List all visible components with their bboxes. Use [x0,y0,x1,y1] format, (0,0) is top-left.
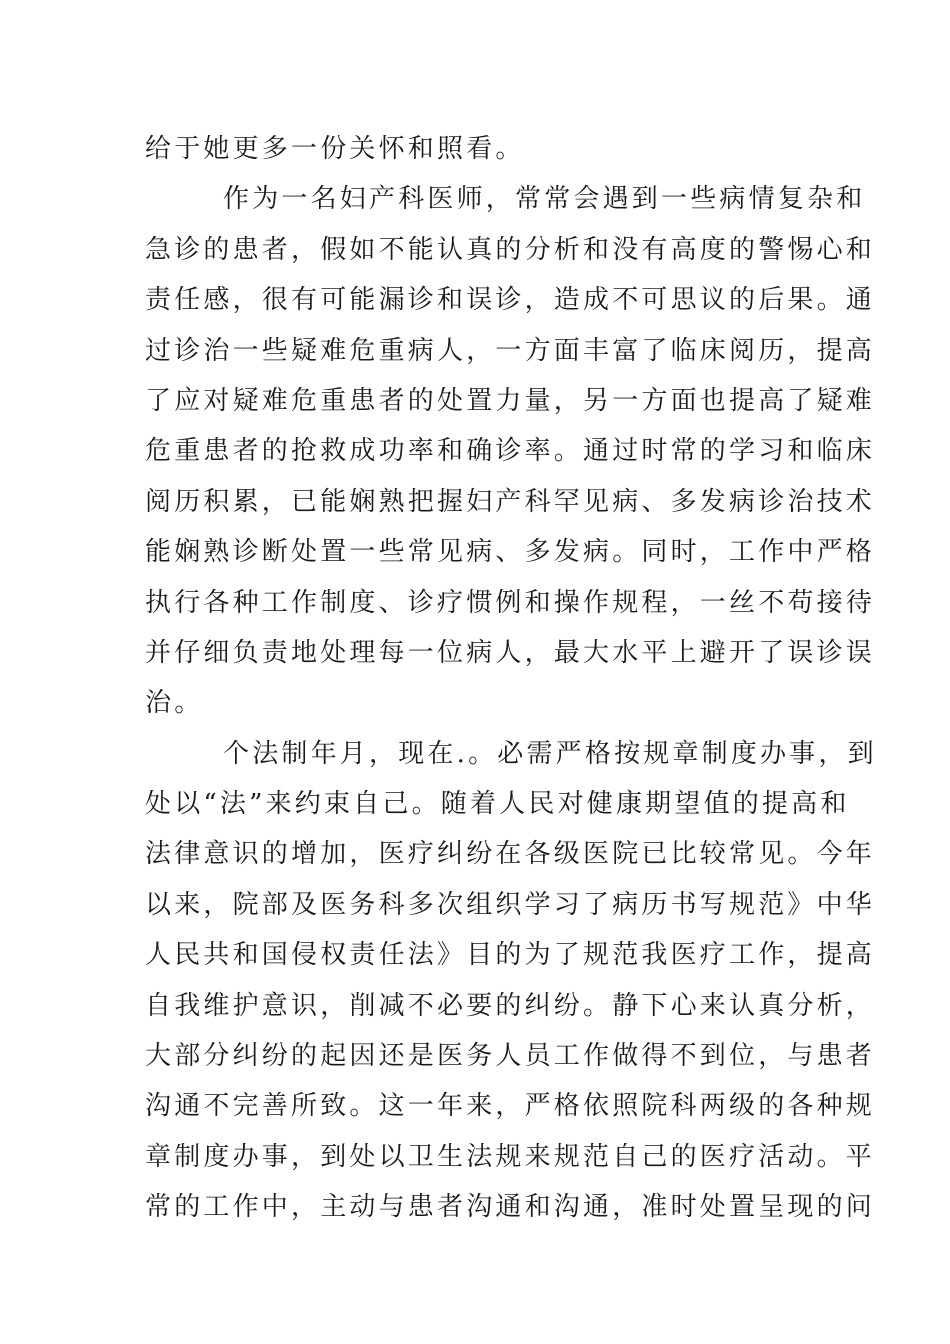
text-line: 危重患者的抢救成功率和确诊率。通过时常的学习和临床 [145,436,876,467]
text-line: 法律意识的增加，医疗纠纷在各级医院已比较常见。今年 [145,839,876,870]
text-line: 治。 [145,688,204,719]
document-body [145,124,877,1233]
paragraph-first-line: 个法制年月，现在.。必需严格按规章制度办事，到 [223,738,877,769]
text-line: 常的工作中，主动与患者沟通和沟通，准时处置呈现的问 [145,1192,876,1223]
text-line: 责任感，很有可能漏诊和误诊，造成不可思议的后果。通 [145,285,876,316]
text-line: 并仔细负责地处理每一位病人，最大水平上避开了误诊误 [145,637,876,668]
text-line: 章制度办事，到处以卫生法规来规范自己的医疗活动。平 [145,1141,876,1172]
text-line: 阅历积累，已能娴熟把握妇产科罕见病、多发病诊治技术 [145,486,876,517]
text-line: 处以“法”来约束自己。随着人民对健康期望值的提高和 [145,789,850,820]
text-line: 给于她更多一份关怀和照看。 [145,134,525,164]
text-line: 能娴熟诊断处置一些常见病、多发病。同时，工作中严格 [145,537,876,568]
text-line: 了应对疑难危重患者的处置力量，另一方面也提高了疑难 [145,385,876,416]
text-line: 急诊的患者，假如不能认真的分析和没有高度的警惕心和 [145,234,876,265]
text-line: 沟通不完善所致。这一年来，严格依照院科两级的各种规 [145,1091,876,1122]
text-line: 执行各种工作制度、诊疗惯例和操作规程，一丝不苟接待 [145,587,876,618]
text-line: 以来，院部及医务科多次组织学习了病历书写规范》中华 [145,889,876,920]
paragraph-first-line: 作为一名妇产科医师，常常会遇到一些病情复杂和 [223,184,866,215]
text-line: 自我维护意识，削减不必要的纠纷。静下心来认真分析， [145,990,876,1021]
text-line: 大部分纠纷的起因还是医务人员工作做得不到位，与患者 [145,1041,876,1072]
text-line: 过诊治一些疑难危重病人，一方面丰富了临床阅历，提高 [145,335,876,366]
text-line: 人民共和国侵权责任法》目的为了规范我医疗工作，提高 [145,940,876,971]
